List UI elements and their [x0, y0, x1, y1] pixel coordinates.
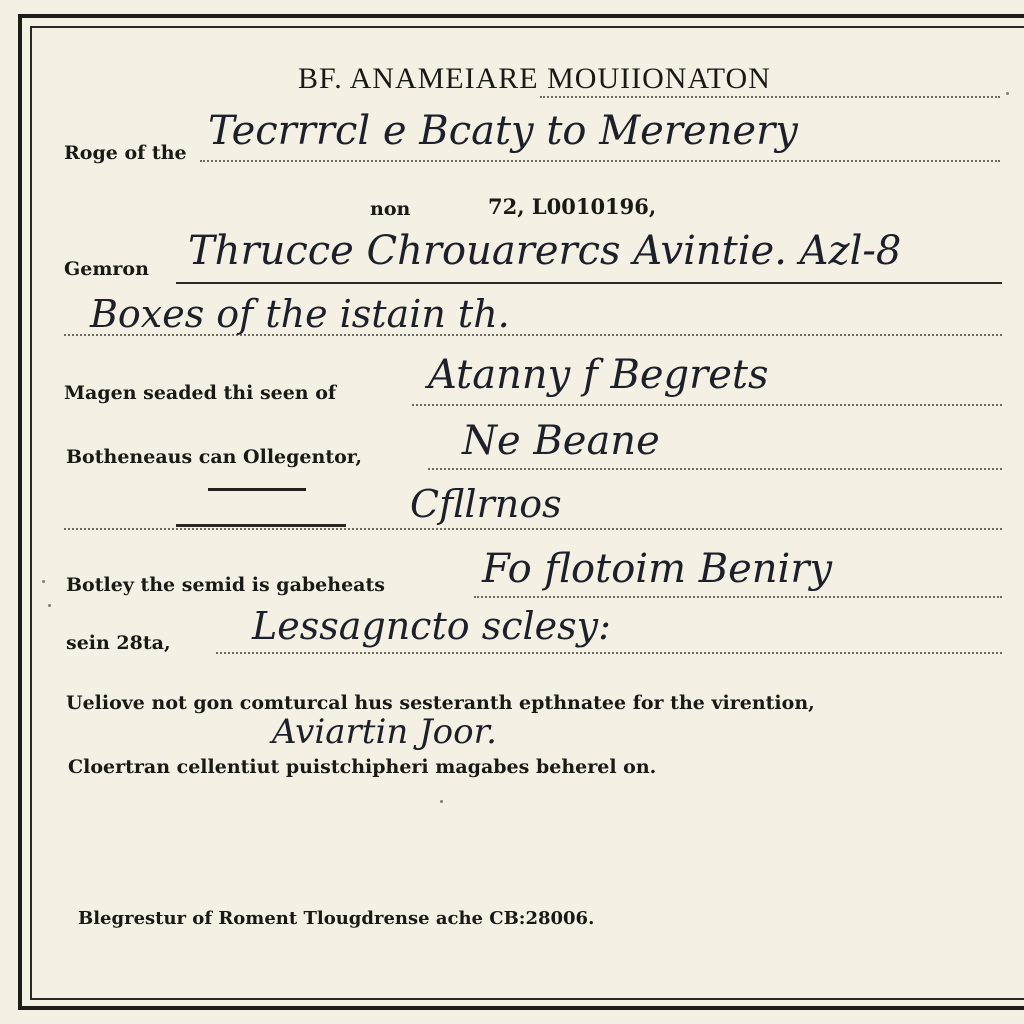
- field-line-roge: [200, 160, 1000, 162]
- registrar-footer: Blegrestur of Roment Tlougdrense ache CB:28006.: [78, 908, 595, 929]
- handwritten-row4: Boxes of the istain th.: [90, 292, 510, 336]
- handwritten-gemron: Thrucce Chrouarercs Avintie. Azl-8: [188, 228, 902, 274]
- field-label-botley: Botley the semid is gabeheats: [66, 574, 385, 596]
- field-label-roge: Roge of the: [64, 142, 187, 164]
- ink-stroke-long: [176, 524, 346, 527]
- statement-line-1: Ueliove not gon comturcal hus sesteranth epthnatee for the virention,: [66, 692, 815, 714]
- field-label-botheneaus: Botheneaus can Ollegentor,: [66, 446, 363, 468]
- field-label-gemron: Gemron: [64, 258, 149, 280]
- document-title: BF. ANAMEIARE MOUIIONATON: [298, 62, 771, 95]
- field-line-gemron: [176, 282, 1002, 284]
- handwritten-row7: Cfllrnos: [410, 482, 562, 526]
- paper-speck: [1006, 92, 1009, 95]
- field-label-sein: sein 28ta,: [66, 632, 171, 654]
- paper-speck: [48, 604, 51, 607]
- paper-speck: [440, 800, 443, 803]
- statement-line-2: Cloertran cellentiut puistchipheri magabes beherel on.: [68, 756, 657, 778]
- field-line-botheneaus: [428, 468, 1002, 470]
- handwritten-sein: Lessagncto sclesy:: [252, 604, 611, 648]
- paper-speck: [42, 580, 45, 583]
- field-prefix-non: non: [370, 198, 411, 220]
- handwritten-botheneaus: Ne Beane: [462, 418, 660, 464]
- record-number: 72, L0010196,: [488, 194, 657, 219]
- handwritten-botley: Fo flotoim Beniry: [482, 546, 833, 592]
- field-line-botley: [474, 596, 1002, 598]
- handwritten-roge: Tecrrrcl e Bcaty to Merenery: [208, 108, 798, 154]
- field-line-sein: [216, 652, 1002, 654]
- field-label-magen: Magen seaded thi seen of: [64, 382, 337, 404]
- title-dotted-line: [540, 96, 1000, 98]
- field-line-row7: [64, 528, 1002, 530]
- handwritten-row11: Aviartin Joor.: [272, 712, 497, 752]
- handwritten-magen: Atanny f Begrets: [428, 352, 769, 398]
- field-line-magen: [412, 404, 1002, 406]
- ink-stroke-short: [208, 488, 306, 491]
